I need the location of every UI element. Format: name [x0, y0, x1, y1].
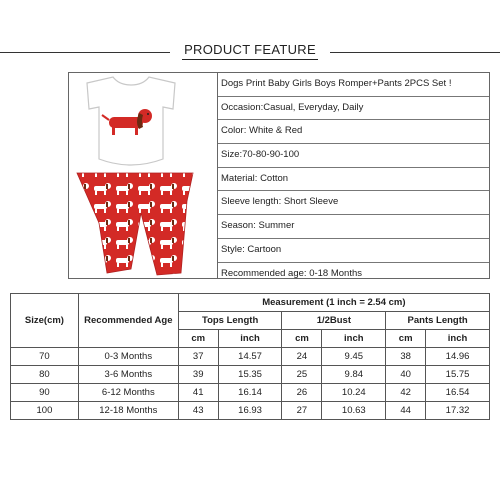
- feature-row-color: Color: White & Red: [218, 120, 489, 144]
- table-cell: 90: [11, 384, 79, 402]
- table-cell: 37: [178, 348, 218, 366]
- table-cell: 44: [386, 402, 426, 420]
- table-cell: 14.96: [426, 348, 490, 366]
- table-cell: 24: [282, 348, 322, 366]
- table-cell: 39: [178, 366, 218, 384]
- table-cell: 0-3 Months: [78, 348, 178, 366]
- product-feature-header: [0, 30, 500, 70]
- feature-row-season: Season: Summer: [218, 215, 489, 239]
- feature-row-sleeve: Sleeve length: Short Sleeve: [218, 191, 489, 215]
- header-bust: 1/2Bust: [282, 312, 386, 330]
- feature-row-style: Style: Cartoon: [218, 239, 489, 263]
- header-rule-left: [0, 52, 175, 53]
- header-inch: inch: [218, 330, 282, 348]
- table-cell: 100: [11, 402, 79, 420]
- feature-row-size: Size:70-80-90-100: [218, 144, 489, 168]
- table-cell: 27: [282, 402, 322, 420]
- table-cell: 9.84: [322, 366, 386, 384]
- header-tops: Tops Length: [178, 312, 282, 330]
- header-cm: cm: [386, 330, 426, 348]
- table-cell: 10.24: [322, 384, 386, 402]
- table-row: [11, 402, 490, 420]
- table-cell: 10.63: [322, 402, 386, 420]
- table-cell: 70: [11, 348, 79, 366]
- feature-row-material: Material: Cotton: [218, 168, 489, 192]
- feature-panel: [68, 72, 490, 279]
- table-cell: 80: [11, 366, 79, 384]
- header-inch: inch: [426, 330, 490, 348]
- table-cell: 16.54: [426, 384, 490, 402]
- header-cm: cm: [282, 330, 322, 348]
- table-cell: 26: [282, 384, 322, 402]
- table-cell: 43: [178, 402, 218, 420]
- feature-row-occasion: Occasion:Casual, Everyday, Daily: [218, 97, 489, 121]
- header-age: Recommended Age: [78, 294, 178, 348]
- table-cell: 17.32: [426, 402, 490, 420]
- table-cell: 41: [178, 384, 218, 402]
- table-cell: 14.57: [218, 348, 282, 366]
- table-cell: 15.75: [426, 366, 490, 384]
- page-title: PRODUCT FEATURE: [170, 42, 330, 57]
- product-image: [69, 73, 218, 278]
- table-cell: 42: [386, 384, 426, 402]
- size-chart-table: [10, 293, 490, 420]
- header-inch: inch: [322, 330, 386, 348]
- table-cell: 40: [386, 366, 426, 384]
- header-pants: Pants Length: [386, 312, 490, 330]
- table-cell: 9.45: [322, 348, 386, 366]
- feature-list: [218, 73, 489, 285]
- table-row: [11, 366, 490, 384]
- header-measurement: Measurement (1 inch = 2.54 cm): [178, 294, 489, 312]
- header-rule-right: [325, 52, 500, 53]
- romper-pants-illustration: [69, 73, 217, 278]
- header-cm: cm: [178, 330, 218, 348]
- table-cell: 12-18 Months: [78, 402, 178, 420]
- table-cell: 16.14: [218, 384, 282, 402]
- table-cell: 38: [386, 348, 426, 366]
- table-cell: 25: [282, 366, 322, 384]
- feature-row-age: Recommended age: 0-18 Months: [221, 267, 362, 279]
- table-cell: 6-12 Months: [78, 384, 178, 402]
- table-cell: 15.35: [218, 366, 282, 384]
- table-row: [11, 348, 490, 366]
- table-cell: 3-6 Months: [78, 366, 178, 384]
- header-size: Size(cm): [11, 294, 79, 348]
- table-row: [11, 384, 490, 402]
- feature-row-title: Dogs Print Baby Girls Boys Romper+Pants 2PCS Set !: [218, 73, 489, 97]
- table-cell: 16.93: [218, 402, 282, 420]
